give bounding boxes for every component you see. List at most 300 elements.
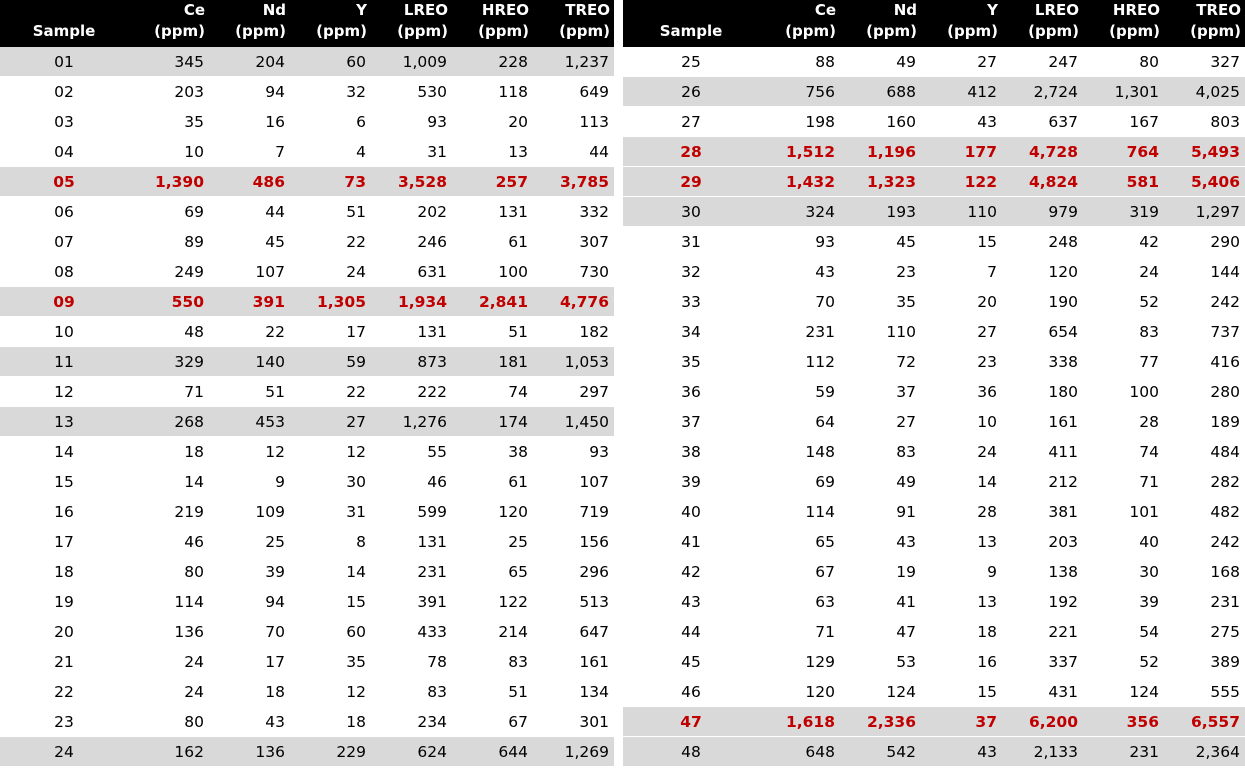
table-row	[0, 527, 614, 557]
column-header-treo-name: TREO	[565, 1, 610, 19]
cell-lreo: 411	[1048, 442, 1078, 461]
table-row	[0, 557, 614, 587]
cell-y: 9	[987, 562, 997, 581]
table-row	[623, 197, 1245, 227]
cell-treo: 416	[1210, 352, 1240, 371]
cell-lreo: 979	[1048, 202, 1078, 221]
table-row	[623, 647, 1245, 677]
cell-hreo: 52	[1139, 292, 1159, 311]
cell-ce: 71	[184, 382, 204, 401]
cell-y: 14	[977, 472, 997, 491]
cell-lreo: 120	[1048, 262, 1078, 281]
cell-treo: 280	[1210, 382, 1240, 401]
column-header-treo-unit: (ppm)	[559, 22, 610, 40]
cell-sample: 44	[681, 622, 701, 641]
cell-y: 22	[346, 232, 366, 251]
cell-y: 51	[346, 202, 366, 221]
table-row	[623, 707, 1245, 737]
cell-treo: 242	[1210, 292, 1240, 311]
cell-hreo: 30	[1139, 562, 1159, 581]
right-table-panel	[623, 0, 1245, 767]
cell-nd: 1,323	[866, 172, 916, 191]
cell-lreo: 1,009	[402, 52, 447, 71]
cell-treo: 275	[1210, 622, 1240, 641]
table-row	[623, 497, 1245, 527]
cell-treo: 1,269	[564, 742, 609, 761]
cell-sample: 10	[54, 322, 74, 341]
cell-sample: 37	[681, 412, 701, 431]
cell-hreo: 764	[1126, 142, 1159, 161]
cell-lreo: 203	[1048, 532, 1078, 551]
cell-treo: 134	[579, 682, 609, 701]
column-header-sample-name	[0, 0, 128, 21]
cell-hreo: 118	[498, 82, 528, 101]
cell-ce: 80	[184, 712, 204, 731]
table-row	[0, 107, 614, 137]
column-header-hreo-unit: (ppm)	[478, 22, 529, 40]
cell-lreo: 131	[417, 322, 447, 341]
cell-sample: 43	[681, 592, 701, 611]
cell-nd: 35	[896, 292, 916, 311]
cell-treo: 389	[1210, 652, 1240, 671]
table-row	[0, 257, 614, 287]
cell-hreo: 20	[508, 112, 528, 131]
cell-nd: 70	[265, 622, 285, 641]
table-row	[0, 437, 614, 467]
cell-hreo: 39	[1139, 592, 1159, 611]
cell-ce: 24	[184, 682, 204, 701]
cell-lreo: 246	[417, 232, 447, 251]
column-header-ce-name: Ce	[814, 1, 836, 19]
cell-lreo: 873	[417, 352, 447, 371]
cell-nd: 19	[896, 562, 916, 581]
table-body	[0, 47, 614, 767]
cell-sample: 35	[681, 352, 701, 371]
cell-lreo: 190	[1048, 292, 1078, 311]
cell-ce: 249	[174, 262, 204, 281]
table-header	[623, 0, 1245, 47]
cell-nd: 16	[265, 112, 285, 131]
cell-nd: 25	[265, 532, 285, 551]
cell-lreo: 93	[427, 112, 447, 131]
cell-y: 20	[977, 292, 997, 311]
cell-ce: 69	[815, 472, 835, 491]
cell-ce: 1,618	[785, 712, 835, 731]
cell-hreo: 100	[498, 262, 528, 281]
cell-y: 27	[346, 412, 366, 431]
cell-y: 15	[977, 232, 997, 251]
cell-nd: 43	[896, 532, 916, 551]
cell-sample: 13	[54, 412, 74, 431]
column-header-treo-name: TREO	[1196, 1, 1241, 19]
cell-ce: 64	[815, 412, 835, 431]
cell-treo: 3,785	[559, 172, 609, 191]
cell-nd: 47	[896, 622, 916, 641]
cell-sample: 36	[681, 382, 701, 401]
cell-treo: 482	[1210, 502, 1240, 521]
column-header-lreo-name: LREO	[403, 1, 448, 19]
cell-treo: 1,297	[1195, 202, 1240, 221]
table-row	[0, 77, 614, 107]
cell-ce: 198	[805, 112, 835, 131]
table-row	[0, 617, 614, 647]
cell-nd: 688	[886, 82, 916, 101]
cell-sample: 16	[54, 502, 74, 521]
cell-hreo: 181	[498, 352, 528, 371]
cell-nd: 2,336	[866, 712, 916, 731]
cell-y: 24	[346, 262, 366, 281]
cell-hreo: 120	[498, 502, 528, 521]
cell-nd: 43	[265, 712, 285, 731]
column-header-ce-unit: (ppm)	[154, 22, 205, 40]
cell-sample: 30	[681, 202, 701, 221]
cell-ce: 648	[805, 742, 835, 761]
cell-treo: 44	[589, 142, 609, 161]
cell-hreo: 214	[498, 622, 528, 641]
cell-lreo: 55	[427, 442, 447, 461]
cell-hreo: 52	[1139, 652, 1159, 671]
cell-y: 15	[977, 682, 997, 701]
cell-hreo: 228	[498, 52, 528, 71]
cell-treo: 296	[579, 562, 609, 581]
cell-nd: 391	[252, 292, 285, 311]
cell-hreo: 83	[1139, 322, 1159, 341]
cell-treo: 168	[1210, 562, 1240, 581]
cell-nd: 94	[265, 592, 285, 611]
cell-sample: 01	[54, 52, 74, 71]
cell-y: 110	[967, 202, 997, 221]
table-row	[0, 677, 614, 707]
cell-treo: 4,776	[559, 292, 609, 311]
cell-lreo: 631	[417, 262, 447, 281]
table-row	[623, 347, 1245, 377]
cell-lreo: 654	[1048, 322, 1078, 341]
cell-hreo: 124	[1129, 682, 1159, 701]
cell-ce: 112	[805, 352, 835, 371]
cell-y: 12	[346, 442, 366, 461]
cell-treo: 6,557	[1190, 712, 1240, 731]
cell-ce: 59	[815, 382, 835, 401]
cell-hreo: 83	[508, 652, 528, 671]
cell-nd: 9	[275, 472, 285, 491]
cell-nd: 140	[255, 352, 285, 371]
cell-hreo: 25	[508, 532, 528, 551]
cell-treo: 647	[579, 622, 609, 641]
table-row	[623, 167, 1245, 197]
cell-ce: 136	[174, 622, 204, 641]
cell-hreo: 80	[1139, 52, 1159, 71]
cell-lreo: 31	[427, 142, 447, 161]
cell-ce: 63	[815, 592, 835, 611]
cell-lreo: 381	[1048, 502, 1078, 521]
table-row	[623, 317, 1245, 347]
cell-y: 177	[964, 142, 997, 161]
cell-hreo: 1,301	[1114, 82, 1159, 101]
cell-ce: 219	[174, 502, 204, 521]
cell-lreo: 1,934	[397, 292, 447, 311]
cell-sample: 45	[681, 652, 701, 671]
cell-treo: 242	[1210, 532, 1240, 551]
table-row	[0, 377, 614, 407]
cell-lreo: 234	[417, 712, 447, 731]
cell-y: 59	[346, 352, 366, 371]
cell-y: 73	[344, 172, 366, 191]
table-row	[623, 257, 1245, 287]
table-row	[623, 227, 1245, 257]
cell-lreo: 2,133	[1033, 742, 1078, 761]
cell-ce: 756	[805, 82, 835, 101]
cell-treo: 4,025	[1195, 82, 1240, 101]
column-header-ce-unit: (ppm)	[785, 22, 836, 40]
cell-treo: 107	[579, 472, 609, 491]
cell-hreo: 644	[498, 742, 528, 761]
cell-sample: 02	[54, 82, 74, 101]
cell-treo: 555	[1210, 682, 1240, 701]
cell-ce: 80	[184, 562, 204, 581]
cell-sample: 07	[54, 232, 74, 251]
table-row	[0, 587, 614, 617]
cell-nd: 49	[896, 472, 916, 491]
cell-lreo: 212	[1048, 472, 1078, 491]
cell-lreo: 338	[1048, 352, 1078, 371]
cell-y: 229	[336, 742, 366, 761]
cell-lreo: 83	[427, 682, 447, 701]
cell-treo: 189	[1210, 412, 1240, 431]
cell-nd: 94	[265, 82, 285, 101]
cell-hreo: 77	[1139, 352, 1159, 371]
table-row	[0, 317, 614, 347]
cell-nd: 486	[252, 172, 285, 191]
column-header-y-unit: (ppm)	[947, 22, 998, 40]
cell-y: 6	[356, 112, 366, 131]
cell-ce: 114	[174, 592, 204, 611]
cell-lreo: 599	[417, 502, 447, 521]
column-header-y-name: Y	[356, 1, 367, 19]
cell-y: 35	[346, 652, 366, 671]
cell-ce: 1,512	[785, 142, 835, 161]
cell-lreo: 337	[1048, 652, 1078, 671]
cell-hreo: 24	[1139, 262, 1159, 281]
cell-y: 10	[977, 412, 997, 431]
cell-treo: 1,237	[564, 52, 609, 71]
cell-y: 4	[356, 142, 366, 161]
cell-ce: 148	[805, 442, 835, 461]
cell-ce: 24	[184, 652, 204, 671]
table-row	[0, 47, 614, 77]
cell-hreo: 122	[498, 592, 528, 611]
cell-nd: 49	[896, 52, 916, 71]
table-row	[623, 677, 1245, 707]
cell-ce: 48	[184, 322, 204, 341]
cell-y: 60	[346, 52, 366, 71]
cell-ce: 35	[184, 112, 204, 131]
cell-nd: 160	[886, 112, 916, 131]
column-header-hreo-name: HREO	[1112, 1, 1160, 19]
cell-nd: 37	[896, 382, 916, 401]
cell-treo: 5,406	[1190, 172, 1240, 191]
cell-nd: 109	[255, 502, 285, 521]
column-header-hreo-unit: (ppm)	[1109, 22, 1160, 40]
cell-lreo: 231	[417, 562, 447, 581]
cell-ce: 162	[174, 742, 204, 761]
cell-treo: 1,450	[564, 412, 609, 431]
cell-lreo: 530	[417, 82, 447, 101]
cell-sample: 23	[54, 712, 74, 731]
cell-lreo: 138	[1048, 562, 1078, 581]
cell-sample: 14	[54, 442, 74, 461]
cell-sample: 27	[681, 112, 701, 131]
cell-nd: 193	[886, 202, 916, 221]
cell-sample: 19	[54, 592, 74, 611]
table-row	[0, 197, 614, 227]
cell-ce: 550	[171, 292, 204, 311]
column-header-nd-name: Nd	[893, 1, 917, 19]
cell-treo: 484	[1210, 442, 1240, 461]
cell-lreo: 78	[427, 652, 447, 671]
cell-treo: 513	[579, 592, 609, 611]
cell-y: 8	[356, 532, 366, 551]
cell-ce: 71	[815, 622, 835, 641]
table-row	[0, 497, 614, 527]
table-row	[0, 137, 614, 167]
cell-hreo: 74	[508, 382, 528, 401]
column-header-sample-unit: Sample	[32, 22, 96, 40]
cell-ce: 324	[805, 202, 835, 221]
cell-hreo: 61	[508, 472, 528, 491]
cell-hreo: 40	[1139, 532, 1159, 551]
cell-hreo: 581	[1126, 172, 1159, 191]
cell-nd: 110	[886, 322, 916, 341]
cell-sample: 29	[680, 172, 702, 191]
cell-lreo: 624	[417, 742, 447, 761]
cell-lreo: 4,824	[1028, 172, 1078, 191]
cell-treo: 803	[1210, 112, 1240, 131]
cell-lreo: 202	[417, 202, 447, 221]
cell-treo: 156	[579, 532, 609, 551]
table-row	[0, 287, 614, 317]
cell-hreo: 67	[508, 712, 528, 731]
column-header-y-name: Y	[987, 1, 998, 19]
cell-sample: 05	[53, 172, 75, 191]
cell-treo: 231	[1210, 592, 1240, 611]
cell-hreo: 71	[1139, 472, 1159, 491]
cell-y: 13	[977, 532, 997, 551]
table-row	[623, 137, 1245, 167]
column-header-lreo-unit: (ppm)	[1028, 22, 1079, 40]
cell-sample: 04	[54, 142, 74, 161]
cell-nd: 22	[265, 322, 285, 341]
table-row	[623, 617, 1245, 647]
left-table-panel	[0, 0, 614, 767]
cell-y: 18	[346, 712, 366, 731]
cell-y: 18	[977, 622, 997, 641]
column-header-sample-unit: Sample	[659, 22, 723, 40]
cell-ce: 89	[184, 232, 204, 251]
cell-lreo: 131	[417, 532, 447, 551]
cell-ce: 18	[184, 442, 204, 461]
cell-treo: 93	[589, 442, 609, 461]
cell-nd: 107	[255, 262, 285, 281]
cell-treo: 5,493	[1190, 142, 1240, 161]
cell-lreo: 248	[1048, 232, 1078, 251]
cell-nd: 453	[255, 412, 285, 431]
cell-nd: 72	[896, 352, 916, 371]
cell-sample: 24	[54, 742, 74, 761]
table-row	[623, 107, 1245, 137]
cell-treo: 290	[1210, 232, 1240, 251]
column-header-treo-unit: (ppm)	[1190, 22, 1241, 40]
cell-hreo: 319	[1129, 202, 1159, 221]
cell-hreo: 100	[1129, 382, 1159, 401]
cell-y: 30	[346, 472, 366, 491]
table-row	[623, 527, 1245, 557]
cell-sample: 26	[681, 82, 701, 101]
cell-nd: 204	[255, 52, 285, 71]
cell-ce: 69	[184, 202, 204, 221]
table-row	[623, 587, 1245, 617]
table-row	[623, 407, 1245, 437]
cell-lreo: 431	[1048, 682, 1078, 701]
column-header-y-unit: (ppm)	[316, 22, 367, 40]
cell-sample: 15	[54, 472, 74, 491]
sample-table-right	[623, 0, 1245, 767]
cell-treo: 297	[579, 382, 609, 401]
cell-sample: 18	[54, 562, 74, 581]
cell-ce: 203	[174, 82, 204, 101]
table-row	[0, 467, 614, 497]
cell-treo: 144	[1210, 262, 1240, 281]
cell-hreo: 51	[508, 682, 528, 701]
cell-ce: 1,432	[785, 172, 835, 191]
column-header-nd-name: Nd	[262, 1, 286, 19]
cell-y: 14	[346, 562, 366, 581]
cell-sample: 38	[681, 442, 701, 461]
cell-y: 7	[987, 262, 997, 281]
cell-nd: 12	[265, 442, 285, 461]
cell-hreo: 356	[1126, 712, 1159, 731]
column-header-ce-name: Ce	[183, 1, 205, 19]
cell-y: 28	[977, 502, 997, 521]
cell-nd: 45	[896, 232, 916, 251]
cell-nd: 41	[896, 592, 916, 611]
cell-hreo: 2,841	[478, 292, 528, 311]
cell-lreo: 1,276	[402, 412, 447, 431]
cell-y: 17	[346, 322, 366, 341]
cell-lreo: 637	[1048, 112, 1078, 131]
cell-hreo: 131	[498, 202, 528, 221]
cell-treo: 282	[1210, 472, 1240, 491]
cell-hreo: 231	[1129, 742, 1159, 761]
cell-hreo: 101	[1129, 502, 1159, 521]
cell-y: 27	[977, 322, 997, 341]
cell-ce: 114	[805, 502, 835, 521]
cell-hreo: 61	[508, 232, 528, 251]
cell-sample: 47	[680, 712, 702, 731]
cell-sample: 40	[681, 502, 701, 521]
cell-sample: 25	[681, 52, 701, 71]
cell-ce: 1,390	[154, 172, 204, 191]
cell-sample: 33	[681, 292, 701, 311]
table-header	[0, 0, 614, 47]
cell-sample: 09	[53, 292, 75, 311]
cell-ce: 88	[815, 52, 835, 71]
cell-lreo: 2,724	[1033, 82, 1078, 101]
table-row	[623, 47, 1245, 77]
cell-sample: 34	[681, 322, 701, 341]
cell-hreo: 38	[508, 442, 528, 461]
cell-lreo: 3,528	[397, 172, 447, 191]
sample-table-left	[0, 0, 614, 767]
